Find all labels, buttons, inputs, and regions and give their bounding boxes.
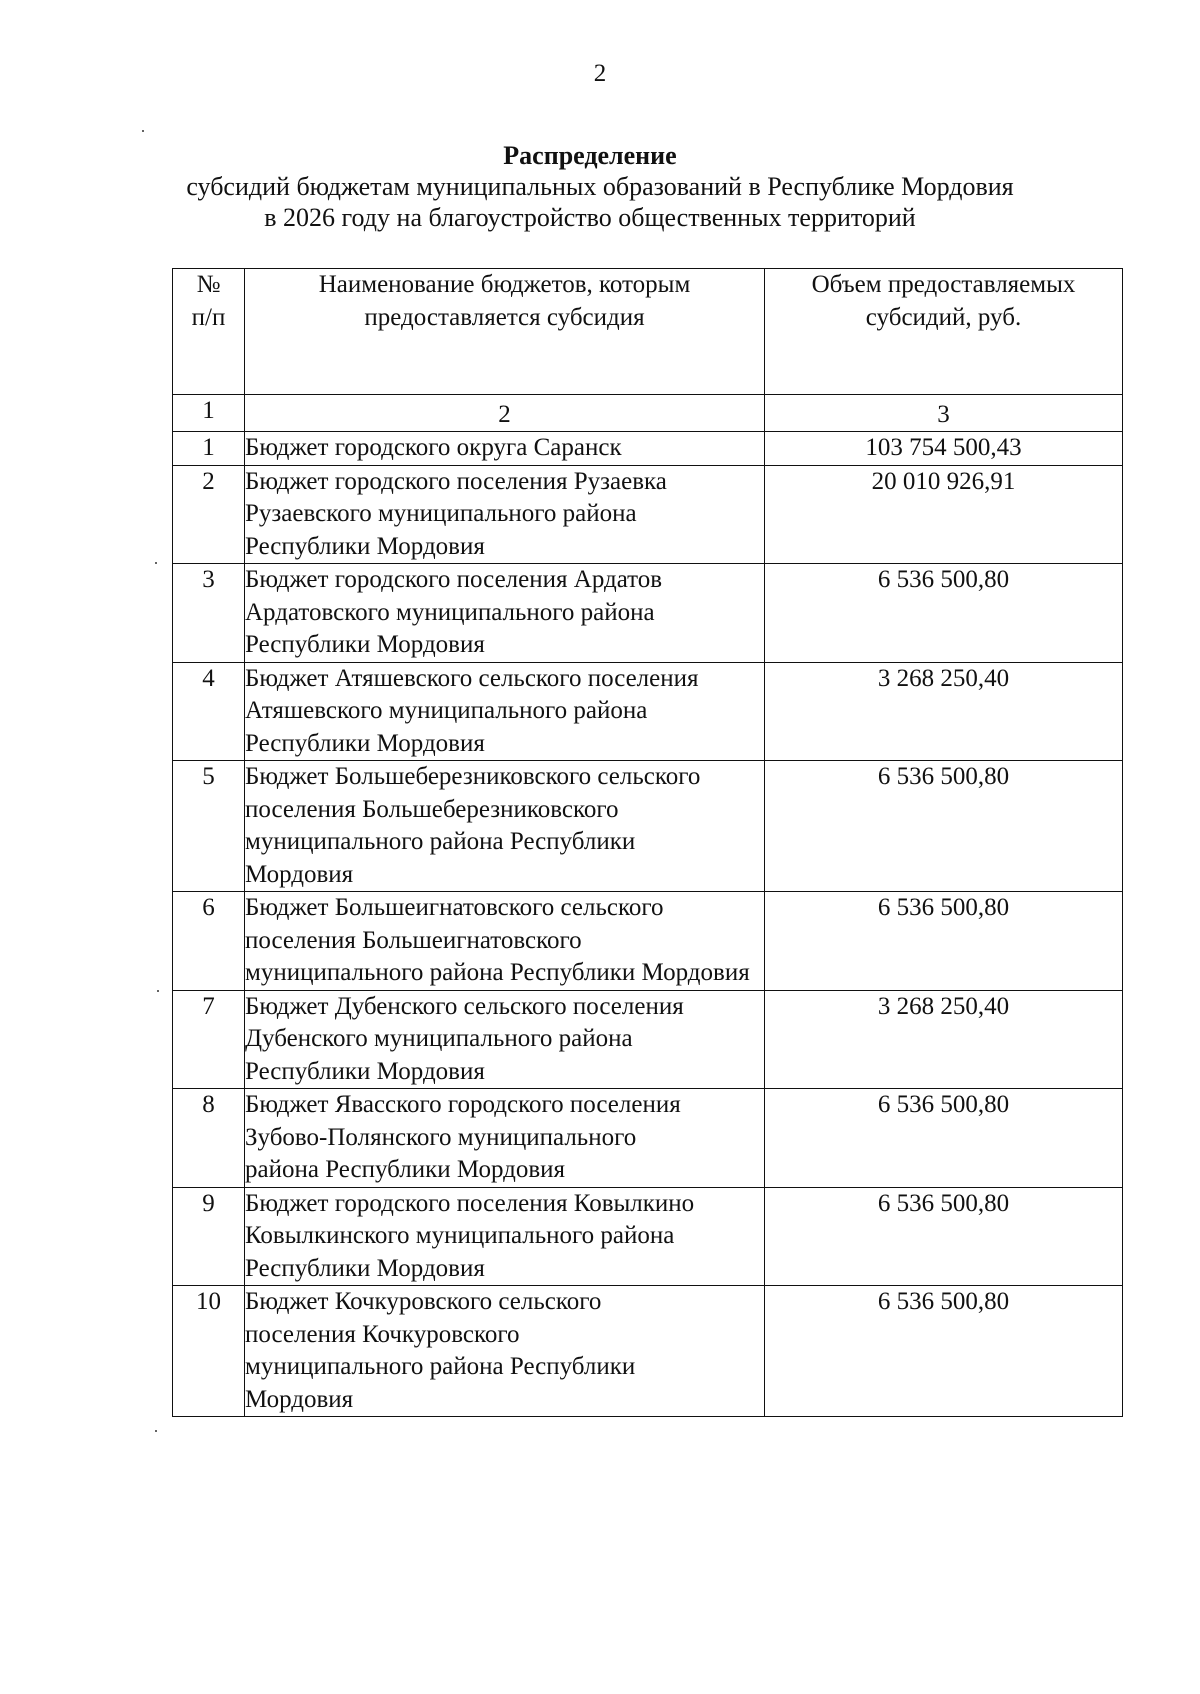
budget-name: Бюджет городского поселения Рузаевка Рузаевского муниципального района Республики Мордовия [245,465,765,564]
row-number: 7 [173,990,245,1089]
table-row [173,892,1123,991]
subsidy-amount: 3 268 250,40 [765,990,1123,1089]
subsidy-amount: 6 536 500,80 [765,1286,1123,1417]
document-title [0,140,1200,233]
table-row [173,432,1123,466]
budget-name: Бюджет Большеберезниковского сельского поселения Большеберезниковского муниципального района Республики Мордовия [245,761,765,892]
budget-name: Бюджет Атяшевского сельского поселения Атяшевского муниципального района Республики Мордовия [245,662,765,761]
column-number: 1 [173,395,245,432]
subsidy-distribution-table [172,268,1123,1417]
subsidy-amount: 103 754 500,43 [765,432,1123,466]
scan-speck [155,1430,157,1432]
row-number: 2 [173,465,245,564]
budget-name: Бюджет городского поселения Ковылкино Ковылкинского муниципального района Республики Мордовия [245,1187,765,1286]
row-number: 1 [173,432,245,466]
title-line-1: субсидий бюджетам муниципальных образований в Республике Мордовия [186,172,1014,201]
row-number: 9 [173,1187,245,1286]
table-row [173,662,1123,761]
budget-name: Бюджет Явасского городского поселения Зубово-Полянского муниципального района Республики Мордовия [245,1089,765,1188]
row-number: 4 [173,662,245,761]
row-number: 10 [173,1286,245,1417]
row-number: 5 [173,761,245,892]
row-number: 3 [173,564,245,663]
budget-name: Бюджет городского округа Саранск [245,432,765,466]
table-row [173,761,1123,892]
table-row [173,990,1123,1089]
subsidy-amount: 6 536 500,80 [765,761,1123,892]
title-line-2: в 2026 году на благоустройство общественных территорий [264,203,916,232]
table-header-row [173,269,1123,395]
subsidy-amount: 6 536 500,80 [765,1187,1123,1286]
subsidy-amount: 6 536 500,80 [765,892,1123,991]
subsidy-amount: 6 536 500,80 [765,564,1123,663]
subsidy-amount: 3 268 250,40 [765,662,1123,761]
scan-speck [157,990,159,992]
scan-speck [142,130,144,132]
table-row [173,1286,1123,1417]
row-number: 6 [173,892,245,991]
column-number-row [173,395,1123,432]
header-amount: Объем предоставляемых субсидий, руб. [765,269,1123,395]
table-row [173,564,1123,663]
subsidy-amount: 6 536 500,80 [765,1089,1123,1188]
header-name: Наименование бюджетов, которым предоставляется субсидия [245,269,765,395]
title-heading: Распределение [503,141,677,170]
table-row [173,1089,1123,1188]
row-number: 8 [173,1089,245,1188]
subsidy-amount: 20 010 926,91 [765,465,1123,564]
header-number: № п/п [173,269,245,395]
table-row [173,465,1123,564]
budget-name: Бюджет Большеигнатовского сельского поселения Большеигнатовского муниципального района Республики Мордовия [245,892,765,991]
budget-name: Бюджет Дубенского сельского поселения Дубенского муниципального района Республики Мордовия [245,990,765,1089]
table-row [173,1187,1123,1286]
budget-name: Бюджет городского поселения Ардатов Ардатовского муниципального района Республики Мордовия [245,564,765,663]
column-number: 2 [245,395,765,432]
scan-speck [155,562,157,564]
page-number: 2 [593,60,607,87]
budget-name: Бюджет Кочкуровского сельского поселения Кочкуровского муниципального района Республики Мордовия [245,1286,765,1417]
column-number: 3 [765,395,1123,432]
